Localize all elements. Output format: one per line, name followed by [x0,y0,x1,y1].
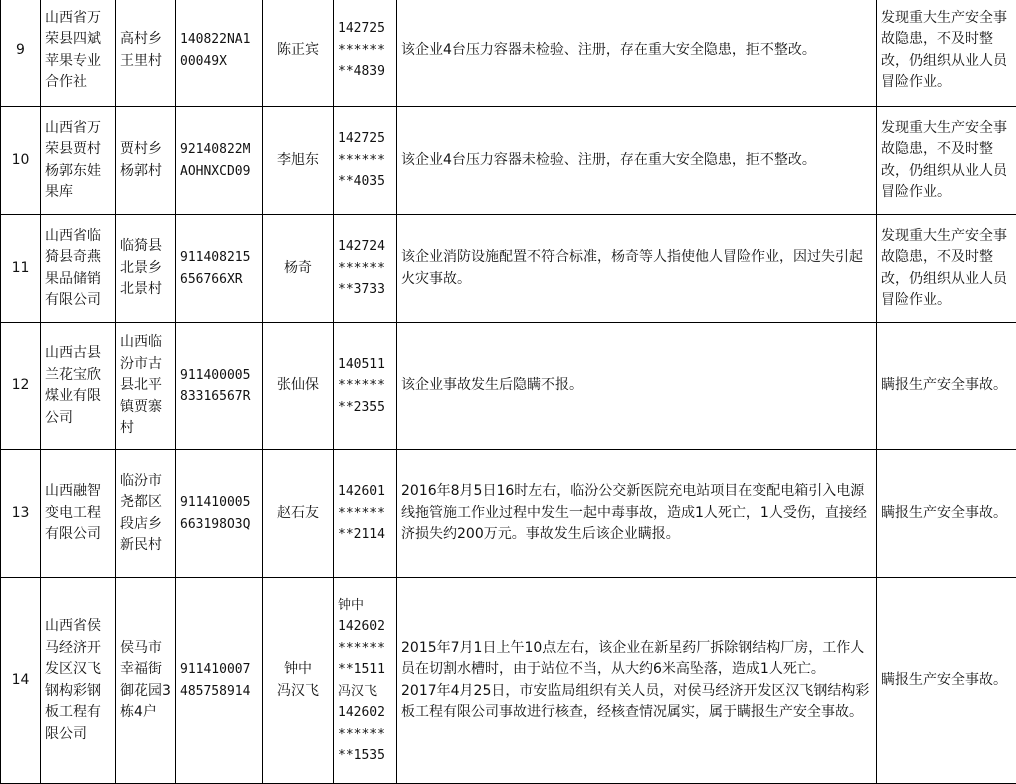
credit-code: 911408215656766XR [176,215,263,323]
credit-code: 911410007485758914 [176,578,263,784]
id-line: ****** [338,375,392,397]
id-line: 142724 [338,236,392,258]
credit-code: 140822NA100049X [176,0,263,107]
violation-description: 该企业4台压力容器未检验、注册，存在重大安全隐患，拒不整改。 [397,107,877,215]
location: 山西临汾市古县北平镇贾寨村 [116,323,176,450]
person-name: 张仙保 [263,323,334,450]
company-name: 山西省万荣县四斌苹果专业合作社 [41,0,116,107]
table-row [1,107,1016,215]
id-number [334,107,397,215]
id-number [334,450,397,578]
company-name: 山西省万荣县贾村杨郭东娃果库 [41,107,116,215]
location: 贾村乡杨郭村 [116,107,176,215]
table-row [1,450,1016,578]
id-line: 钟中 [338,595,392,617]
violation-description [397,578,877,784]
person-name: 赵石友 [263,450,334,578]
id-line: 142602 [338,616,392,638]
id-line: **1511 [338,659,392,681]
company-name: 山西省临猗县奇燕果品储销有限公司 [41,215,116,323]
row-number: 12 [1,323,41,450]
dishonesty-reason: 发现重大生产安全事故隐患，不及时整改，仍组织从业人员冒险作业。 [877,0,1016,107]
location: 高村乡王里村 [116,0,176,107]
dishonesty-reason: 发现重大生产安全事故隐患，不及时整改，仍组织从业人员冒险作业。 [877,107,1016,215]
violation-description: 该企业事故发生后隐瞒不报。 [397,323,877,450]
dishonesty-reason: 瞒报生产安全事故。 [877,578,1016,784]
company-name: 山西古县兰花宝欣煤业有限公司 [41,323,116,450]
id-line: ****** [338,150,392,172]
row-number: 13 [1,450,41,578]
person-name [263,578,334,784]
company-name: 山西省侯马经济开发区汉飞钢构彩钢板工程有限公司 [41,578,116,784]
id-line: **2355 [338,397,392,419]
violation-description: 2016年8月5日16时左右，临汾公交新医院充电站项目在变配电箱引入电源线拖管施工作业过程中发生一起中毒事故，造成1人死亡，1人受伤，直接经济损失约200万元。事故发生后该企业瞒报。 [397,450,877,578]
id-line: ****** [338,40,392,62]
person-name: 李旭东 [263,107,334,215]
table-row [1,578,1016,784]
id-line: ****** [338,638,392,660]
person-line: 冯汉飞 [263,681,333,703]
violation-description: 该企业4台压力容器未检验、注册，存在重大安全隐患，拒不整改。 [397,0,877,107]
description-paragraph: 2017年4月25日，市安监局组织有关人员，对侯马经济开发区汉飞钢结构彩板工程有限公司事故进行核查，经核查情况属实，属于瞒报生产安全事故。 [401,681,872,724]
id-line: **2114 [338,524,392,546]
table-row [1,215,1016,323]
company-name: 山西融智变电工程有限公司 [41,450,116,578]
credit-code: 91140000583316567R [176,323,263,450]
id-line: **1535 [338,745,392,767]
row-number: 9 [1,0,41,107]
id-line: ****** [338,258,392,280]
row-number: 11 [1,215,41,323]
id-line: 冯汉飞 [338,681,392,703]
location: 侯马市幸福街御花园3栋4户 [116,578,176,784]
id-line: **3733 [338,279,392,301]
violation-description: 该企业消防设施配置不符合标准，杨奇等人指使他人冒险作业，因过失引起火灾事故。 [397,215,877,323]
location: 临汾市尧都区段店乡新民村 [116,450,176,578]
table-row [1,0,1016,107]
dishonesty-reason: 瞒报生产安全事故。 [877,323,1016,450]
id-line: ****** [338,724,392,746]
person-name: 陈正宾 [263,0,334,107]
row-number: 10 [1,107,41,215]
id-line: **4035 [338,171,392,193]
row-number: 14 [1,578,41,784]
credit-code: 92140822MAOHNXCD09 [176,107,263,215]
person-line: 钟中 [263,659,333,681]
id-number [334,0,397,107]
id-number [334,323,397,450]
dishonesty-reason: 瞒报生产安全事故。 [877,450,1016,578]
id-line: 142725 [338,18,392,40]
id-line: 142602 [338,702,392,724]
table-row [1,323,1016,450]
id-line: 140511 [338,354,392,376]
dishonesty-reason: 发现重大生产安全事故隐患，不及时整改，仍组织从业人员冒险作业。 [877,215,1016,323]
credit-code: 911410005663198O3Q [176,450,263,578]
person-name: 杨奇 [263,215,334,323]
description-paragraph: 2015年7月1日上午10点左右，该企业在新星药厂拆除钢结构厂房，工作人员在切割水槽时，由于站位不当，从大约6米高坠落，造成1人死亡。 [401,638,872,681]
id-line: **4839 [338,61,392,83]
id-number [334,215,397,323]
id-line: 142725 [338,128,392,150]
location: 临猗县北景乡北景村 [116,215,176,323]
id-line: 142601 [338,481,392,503]
id-number [334,578,397,784]
id-line: ****** [338,503,392,525]
